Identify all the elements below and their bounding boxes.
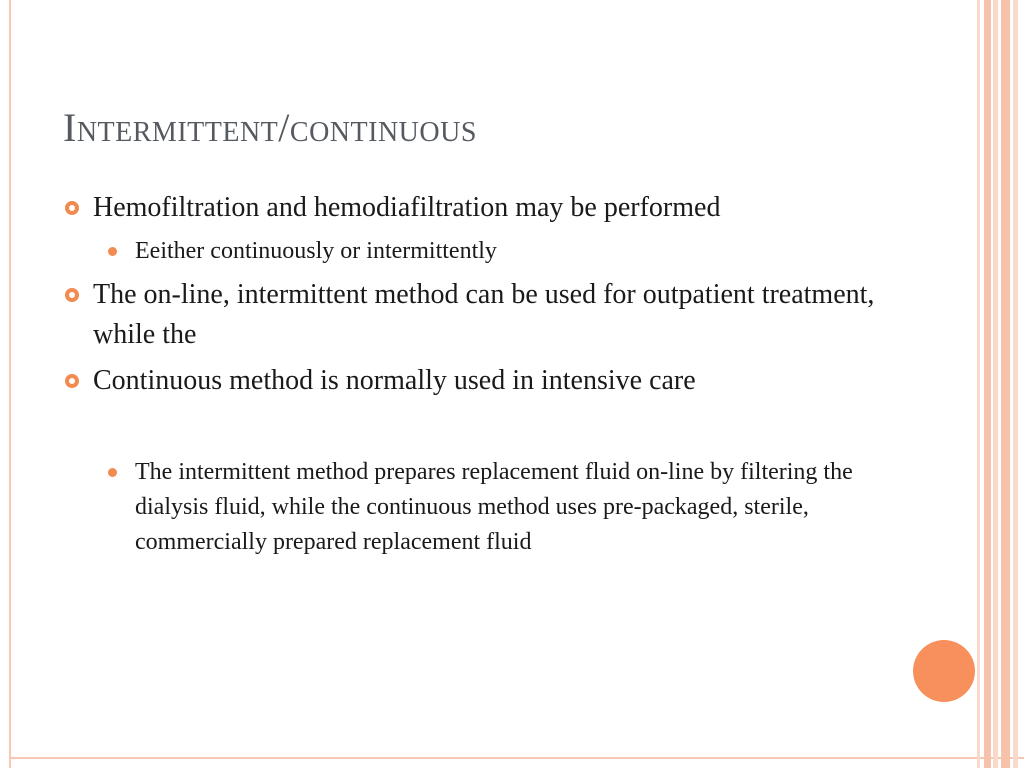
bullet-text: Eeither continuously or intermittently xyxy=(135,238,497,264)
bullet-level1 xyxy=(60,275,890,355)
decor-stripe xyxy=(977,0,980,768)
frame-left-line xyxy=(9,0,11,768)
slide-content xyxy=(60,188,890,566)
frame-bottom-line xyxy=(9,757,1024,759)
decor-circle xyxy=(913,640,975,702)
bullet-level1 xyxy=(60,361,890,401)
bullet-level1 xyxy=(60,188,890,228)
decor-stripe xyxy=(1013,0,1018,768)
bullet-text: Continuous method is normally used in intensive care xyxy=(93,365,696,396)
ring-bullet-icon xyxy=(65,288,79,302)
bullet-level2 xyxy=(60,234,890,269)
spacer xyxy=(60,407,890,455)
dot-bullet-icon xyxy=(108,247,117,256)
bullet-text: The on-line, intermittent method can be used for outpatient treatment, while the xyxy=(93,279,875,350)
bullet-text: Hemofiltration and hemodiafiltration may be performed xyxy=(93,192,721,223)
bullet-level2 xyxy=(60,455,890,560)
bullet-text: The intermittent method prepares replacement fluid on-line by filtering the dialysis fluid, while the continuous method uses pre-packaged, sterile, commercially prepared replacement fluid xyxy=(135,459,853,555)
slide-title: Intermittent/continuous xyxy=(63,105,477,150)
decor-stripe xyxy=(984,0,991,768)
dot-bullet-icon xyxy=(108,468,117,477)
ring-bullet-icon xyxy=(65,374,79,388)
decor-stripe xyxy=(993,0,998,768)
ring-bullet-icon xyxy=(65,201,79,215)
decor-stripe xyxy=(1001,0,1010,768)
